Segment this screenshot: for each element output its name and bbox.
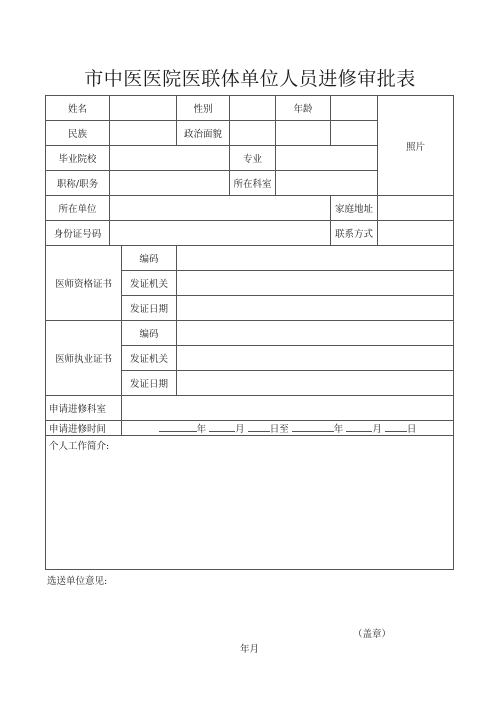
- label-major: 专业: [230, 146, 276, 171]
- name-field[interactable]: [110, 96, 177, 121]
- apply-time-year2: 年: [333, 424, 344, 435]
- label-work-summary: 个人工作简介:: [49, 441, 110, 452]
- label-apply-department: 申请进修科室: [46, 396, 122, 421]
- political-status-field[interactable]: [230, 121, 276, 146]
- seal-label: （盖章）: [353, 629, 392, 640]
- political-blank-1[interactable]: [276, 121, 331, 146]
- blank-start-month[interactable]: [209, 422, 235, 432]
- gender-field[interactable]: [230, 96, 276, 121]
- apply-time-day-to: 日至: [269, 424, 289, 435]
- political-blank-2[interactable]: [331, 121, 378, 146]
- blank-start-year[interactable]: [159, 422, 197, 432]
- apply-time-line: [159, 421, 417, 435]
- blank-start-day[interactable]: [248, 422, 270, 432]
- label-practice-cert: 医师执业证书: [46, 321, 122, 396]
- age-field[interactable]: [331, 96, 378, 121]
- label-unit: 所在单位: [46, 196, 110, 221]
- qual-issuer-field[interactable]: [177, 271, 454, 296]
- label-age: 年龄: [276, 96, 331, 121]
- date-label: 年月: [240, 644, 260, 655]
- label-home-address: 家庭地址: [331, 196, 378, 221]
- department-field[interactable]: [276, 171, 378, 196]
- label-practice-issue-date: 发证日期: [122, 371, 177, 396]
- home-address-field[interactable]: [378, 196, 454, 221]
- apply-department-field[interactable]: [122, 396, 454, 421]
- label-contact: 联系方式: [331, 221, 378, 246]
- unit-field[interactable]: [110, 196, 331, 221]
- apply-time-month: 月: [235, 424, 245, 435]
- label-id-number: 身份证号码: [46, 221, 110, 246]
- page-title: 市中医医院医联体单位人员进修审批表: [84, 68, 416, 90]
- work-summary-area[interactable]: [46, 436, 454, 570]
- photo-box[interactable]: 照片: [378, 96, 454, 196]
- label-department: 所在科室: [230, 171, 276, 196]
- label-gender: 性别: [177, 96, 230, 121]
- label-qual-code: 编码: [122, 246, 177, 271]
- apply-time-year: 年: [196, 424, 207, 435]
- practice-code-field[interactable]: [177, 321, 454, 346]
- label-political-status: 政治面貌: [177, 121, 230, 146]
- major-field[interactable]: [276, 146, 378, 171]
- label-school: 毕业院校: [46, 146, 110, 171]
- practice-issuer-field[interactable]: [177, 346, 454, 371]
- ethnicity-field[interactable]: [110, 121, 177, 146]
- approval-form-table: [45, 95, 454, 570]
- label-practice-code: 编码: [122, 321, 177, 346]
- apply-time-day2: 日: [406, 424, 417, 435]
- blank-end-year[interactable]: [292, 422, 334, 432]
- label-qualification-cert: 医师资格证书: [46, 246, 122, 321]
- label-qual-issuer: 发证机关: [122, 271, 177, 296]
- practice-issue-date-field[interactable]: [177, 371, 454, 396]
- blank-end-month[interactable]: [346, 422, 372, 432]
- blank-end-day[interactable]: [385, 422, 407, 432]
- label-name: 姓名: [46, 96, 110, 121]
- label-ethnicity: 民族: [46, 121, 110, 146]
- contact-field[interactable]: [378, 221, 454, 246]
- title-position-field[interactable]: [110, 171, 230, 196]
- apply-time-month2: 月: [372, 424, 382, 435]
- unit-opinion-label: 选送单位意见:: [47, 576, 108, 587]
- apply-time-field[interactable]: [122, 421, 454, 436]
- qual-code-field[interactable]: [177, 246, 454, 271]
- label-qual-issue-date: 发证日期: [122, 296, 177, 321]
- label-title-position: 职称/职务: [46, 171, 110, 196]
- qual-issue-date-field[interactable]: [177, 296, 454, 321]
- school-field[interactable]: [110, 146, 230, 171]
- label-apply-time: 申请进修时间: [46, 421, 122, 436]
- id-number-field[interactable]: [110, 221, 331, 246]
- label-practice-issuer: 发证机关: [122, 346, 177, 371]
